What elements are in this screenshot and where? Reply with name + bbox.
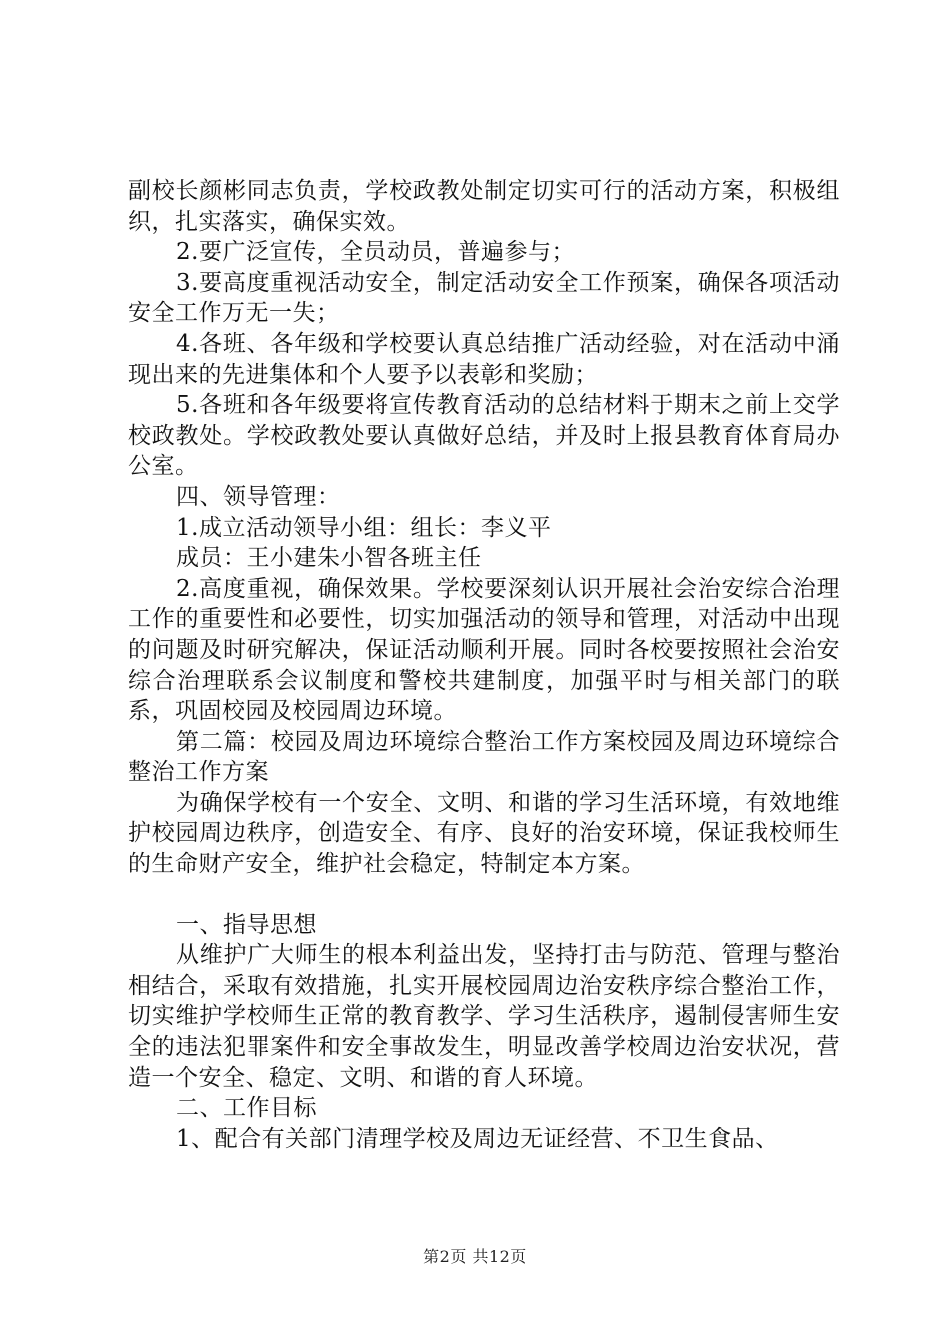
paragraph-guiding-thought: 从维护广大师生的根本利益出发，坚持打击与防范、管理与整治相结合，采取有效措施，扎实开展校园周边治安秩序综合整治工作，切实维护学校师生正常的教育教学、学习生活秩序，遏制侵害师生安全的违法犯罪案件和安全事故发生，明显改善学校周边治安状况，营造一个安全、稳定、文明、和谐的育人环境。 — [128, 942, 840, 1091]
section-heading-work-goals: 二、工作目标 — [176, 1095, 317, 1122]
chapter-title-part-two: 第二篇：校园及周边环境综合整治工作方案校园及周边环境综合整治工作方案 — [128, 728, 840, 786]
paragraph-continuation: 副校长颜彬同志负责，学校政教处制定切实可行的活动方案，积极组织，扎实落实，确保实效。 — [128, 178, 840, 235]
blank-line — [128, 880, 840, 910]
section-heading-guiding-thought: 一、指导思想 — [176, 911, 317, 938]
page-number-footer: 第2页 共12页 — [423, 1247, 527, 1266]
paragraph-purpose: 为确保学校有一个安全、文明、和谐的学习生活环境，有效地维护校园周边秩序，创造安全、有序、良好的治安环境，保证我校师生的生命财产安全，维护社会稳定，特制定本方案。 — [128, 789, 840, 878]
paragraph-item-4: 4.各班、各年级和学校要认真总结推广活动经验，对在活动中涌现出来的先进集体和个人要予以表彰和奖励； — [128, 330, 840, 388]
paragraph-goal-1: 1、配合有关部门清理学校及周边无证经营、不卫生食品、 — [176, 1125, 779, 1152]
paragraph-item-3: 3.要高度重视活动安全，制定活动安全工作预案，确保各项活动安全工作万无一失； — [128, 269, 840, 327]
paragraph-leadership-group: 1.成立活动领导小组：组长：李义平 — [176, 514, 552, 541]
document-body — [128, 176, 840, 1154]
paragraph-members: 成员：王小建朱小智各班主任 — [176, 545, 482, 572]
paragraph-item-5: 5.各班和各年级要将宣传教育活动的总结材料于期末之前上交学校政教处。学校政教处要认真做好总结，并及时上报县教育体育局办公室。 — [128, 392, 840, 480]
paragraph-attention: 2.高度重视，确保效果。学校要深刻认识开展社会治安综合治理工作的重要性和必要性，切实加强活动的领导和管理，对活动中出现的问题及时研究解决，保证活动顺利开展。同时各校要按照社会治安综合治理联系会议制度和警校共建制度，加强平时与相关部门的联系，巩固校园及校园周边环境。 — [128, 575, 840, 725]
paragraph-item-2: 2.要广泛宣传，全员动员，普遍参与； — [176, 239, 575, 266]
section-heading-leadership: 四、领导管理： — [176, 483, 341, 510]
